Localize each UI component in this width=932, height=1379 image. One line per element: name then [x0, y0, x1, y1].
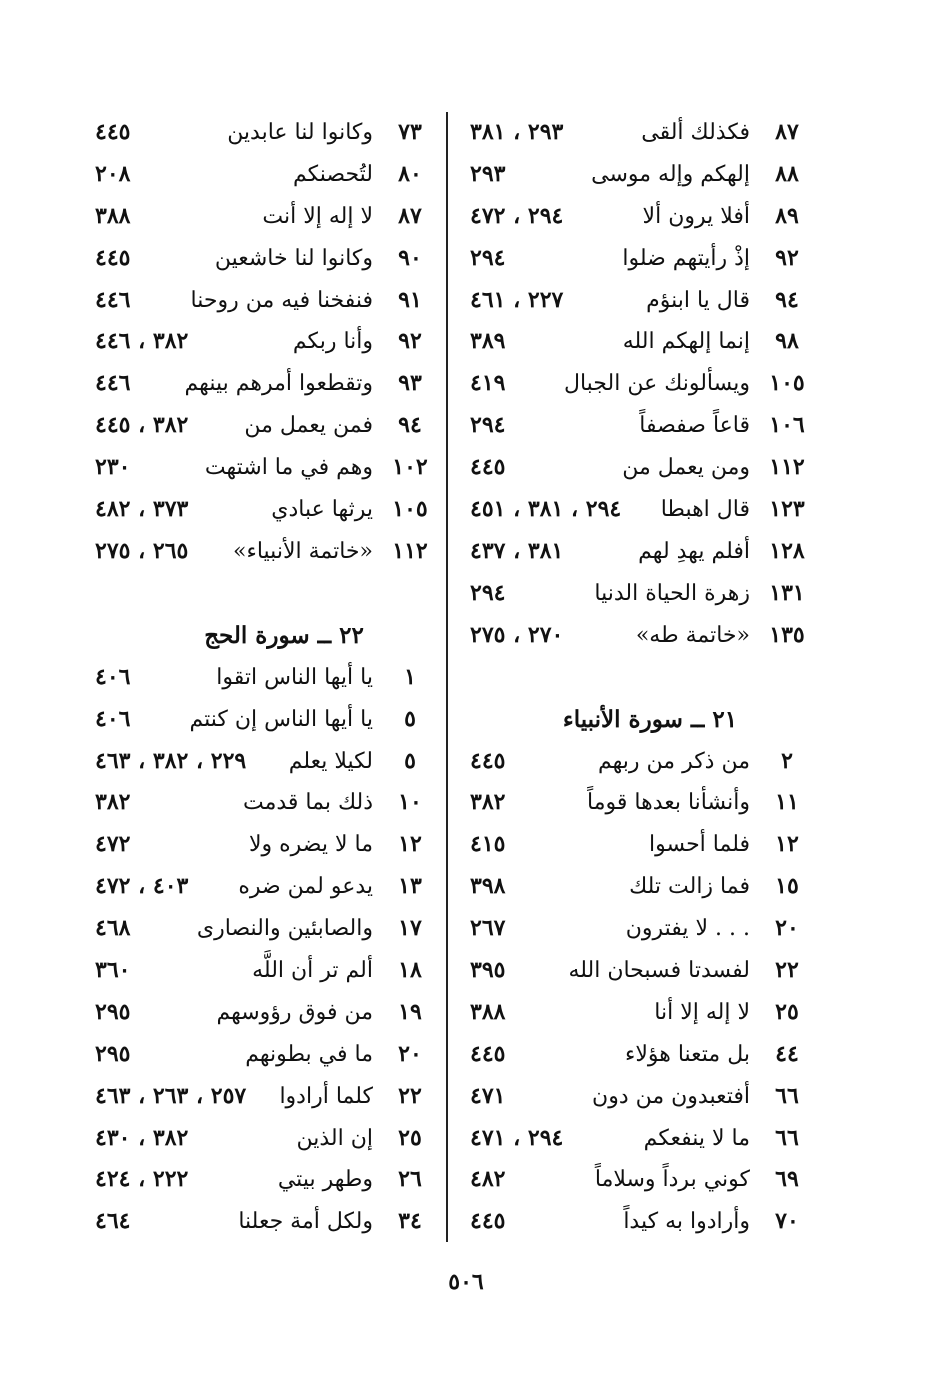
verse-number: ١٥ [775, 873, 799, 900]
verse-text: ومن يعمل من [622, 455, 750, 481]
verse-number: ٢ [781, 747, 793, 774]
verse-text: ويسألونك عن الجبال [563, 371, 750, 397]
page-refs: ٢٧٠ ، ٢٧٥ [470, 621, 564, 648]
verse-number: ١١٢ [769, 454, 805, 481]
verse-number: ١٢٨ [769, 537, 805, 564]
index-entry [95, 908, 433, 950]
verse-text: يا أيها الناس اتقوا [216, 664, 373, 690]
verse-text: إنما إلهكم الله [622, 329, 750, 355]
page-refs: ٤٧٢ [95, 831, 131, 858]
page-refs: ٣٨٨ [470, 998, 506, 1025]
verse-text: لكيلا يعلم [288, 748, 373, 774]
page-refs: ٣٨١ ، ٤٣٧ [470, 537, 564, 564]
verse-number: ١٠٦ [769, 412, 805, 439]
verse-number: ٦٩ [775, 1166, 799, 1193]
verse-number: ٢٢ [398, 1082, 422, 1109]
page-number: ٥٠٦ [448, 1269, 484, 1295]
page-refs: ٤١٩ [470, 370, 506, 397]
page-refs: ٢٠٨ [95, 160, 131, 187]
page-refs: ٢٩٥ [95, 998, 131, 1025]
page-refs: ٤٤٥ [95, 119, 131, 145]
index-entry [95, 447, 433, 489]
verse-text: ما لا ينفعكم [643, 1125, 750, 1151]
verse-text: وأرادوا به كيداً [623, 1209, 750, 1235]
verse-text: يا أيها الناس إن كنتم [189, 706, 373, 732]
verse-number: ٨٩ [775, 202, 799, 229]
verse-text: يرثها عبادي [271, 497, 373, 523]
index-entry [470, 950, 810, 992]
index-entry [95, 992, 433, 1034]
verse-number: ٩٣ [398, 370, 422, 397]
verse-number: ١٩ [398, 998, 422, 1025]
index-entry [95, 741, 433, 783]
verse-number: ٩٢ [398, 328, 422, 355]
verse-text: وكانوا لنا خاشعين [214, 245, 373, 271]
index-entry [95, 782, 433, 824]
verse-text: إلهكم وإله موسى [591, 161, 750, 187]
surah-heading-anbiya: ٢١ ــ سورة الأنبياء [562, 705, 738, 733]
verse-number: ١٣١ [769, 579, 805, 606]
index-entry [470, 363, 810, 405]
verse-text: فلما أحسوا [648, 832, 750, 858]
verse-number: ٤٤ [775, 1040, 799, 1067]
verse-number: ٢٦ [398, 1166, 422, 1193]
page-refs: ٢٢٢ ، ٤٢٤ [95, 1166, 189, 1193]
index-entry [470, 824, 810, 866]
page-refs: ٢٢٧ ، ٤٦١ [470, 286, 564, 313]
page-refs: ٣٧٣ ، ٤٨٢ [95, 496, 189, 523]
index-entry [95, 238, 433, 280]
spacer [470, 657, 810, 699]
verse-number: ١٣ [398, 873, 422, 900]
index-entry [470, 615, 810, 657]
page-refs: ٤٠٦ [95, 663, 131, 690]
index-entry [470, 1076, 810, 1118]
verse-text: وكانوا لنا عابدين [227, 120, 373, 145]
index-entry [95, 1159, 433, 1201]
verse-number: ٢٥ [398, 1124, 422, 1151]
index-entry [95, 1118, 433, 1160]
index-entry [470, 112, 810, 154]
index-entry [470, 908, 810, 950]
verse-text: كوني برداً وسلاماً [594, 1167, 750, 1193]
index-entry [95, 363, 433, 405]
page-refs: ٢٩٤ [470, 412, 506, 439]
verse-text: ذلك بما قدمت [242, 790, 373, 816]
page-refs: ٤٤٥ [470, 454, 506, 481]
verse-number: ٧٠ [775, 1208, 799, 1235]
page-refs: ٢٩٤ [470, 579, 506, 606]
spacer [95, 573, 433, 615]
verse-number: ٩٤ [398, 412, 422, 439]
page-refs: ٤٠٣ ، ٤٧٢ [95, 873, 189, 900]
page-refs: ٤٧١ [470, 1082, 506, 1109]
verse-text: «خاتمة طه» [635, 622, 750, 648]
index-entry [470, 866, 810, 908]
index-entry [95, 824, 433, 866]
verse-text: لا إله إلا أنا [654, 999, 750, 1025]
verse-text: ما لا يضره ولا [248, 832, 373, 858]
page-refs: ٣٨٢ ، ٤٤٦ [95, 328, 189, 355]
page-refs: ٣٩٥ [470, 957, 506, 984]
index-entry [95, 657, 433, 699]
verse-number: ١٧ [398, 915, 422, 942]
page-refs: ٢٩٤ ، ٣٨١ ، ٤٥١ [470, 496, 622, 523]
verse-number: ١٢٣ [769, 496, 805, 523]
index-entry [470, 1034, 810, 1076]
verse-text: وهم في ما اشتهت [204, 455, 373, 481]
index-entry [470, 489, 810, 531]
left-column [95, 112, 433, 1243]
page-refs: ٢٣٠ [95, 454, 131, 481]
verse-number: ٢٠ [775, 915, 799, 942]
page-refs: ٢٩٥ [95, 1040, 131, 1067]
page-refs: ٤٤٦ [95, 370, 131, 397]
page-refs: ٤٤٥ [470, 1208, 506, 1235]
verse-text: ولكل أمة جعلنا [238, 1209, 373, 1235]
page-refs: ٢٦٧ [470, 915, 506, 942]
verse-number: ٧٣ [398, 119, 422, 145]
verse-text: أفلم يهدِ لهم [638, 538, 750, 564]
index-entry [95, 1076, 433, 1118]
verse-text: وأنا ربكم [292, 329, 373, 355]
page-refs: ٢٢٩ ، ٣٨٢ ، ٤٦٣ [95, 747, 247, 774]
index-entry [470, 531, 810, 573]
index-entry [95, 405, 433, 447]
index-entry [470, 196, 810, 238]
index-entry [95, 321, 433, 363]
verse-text: زهرة الحياة الدنيا [594, 580, 750, 606]
verse-text: والصابئين والنصارى [196, 916, 373, 942]
verse-number: ٨٧ [398, 202, 422, 229]
index-entry [95, 154, 433, 196]
page-refs: ٣٨٢ ، ٤٤٥ [95, 412, 189, 439]
verse-text: أفتعبدون من دون [592, 1083, 750, 1109]
page-refs: ٢٩٣ ، ٣٨١ [470, 119, 564, 145]
index-entry [95, 489, 433, 531]
index-entry [470, 1201, 810, 1243]
verse-number: ١٨ [398, 957, 422, 984]
verse-number: ٣٤ [398, 1208, 422, 1235]
verse-text: لفسدتا فسبحان الله [568, 958, 750, 984]
verse-text: من فوق رؤوسهم [216, 999, 373, 1025]
verse-number: ٨٧ [775, 119, 799, 145]
verse-text: وطهر بيتي [277, 1167, 373, 1193]
verse-number: ١٢ [775, 831, 799, 858]
verse-text: «خاتمة الأنبياء» [233, 538, 373, 564]
index-entry [95, 1201, 433, 1243]
page-refs: ٤٤٥ [95, 244, 131, 271]
column-divider [446, 112, 448, 1242]
verse-text: إن الذين [296, 1125, 373, 1151]
verse-text: ما في بطونهم [245, 1041, 373, 1067]
verse-number: ١ [404, 663, 416, 690]
left-entries-top [95, 112, 433, 573]
right-entries-bottom [470, 741, 810, 1244]
index-entry [95, 280, 433, 322]
verse-number: ١٠٥ [392, 496, 428, 523]
verse-text: بل متعنا هؤلاء [624, 1041, 750, 1067]
verse-number: ٥ [404, 747, 416, 774]
page-refs: ٣٨٢ [95, 789, 131, 816]
page-refs: ٢٩٤ [470, 244, 506, 271]
page-refs: ٤٤٥ [470, 1040, 506, 1067]
index-entry [470, 741, 810, 783]
verse-text: قال اهبطا [660, 497, 750, 523]
page-refs: ٤٦٨ [95, 915, 131, 942]
verse-number: ٢٢ [775, 957, 799, 984]
index-entry [470, 782, 810, 824]
page-refs: ٤١٥ [470, 831, 506, 858]
index-entry [470, 447, 810, 489]
right-column [470, 112, 810, 1243]
verse-text: فما زالت تلك [629, 874, 750, 900]
index-entry [470, 405, 810, 447]
page-refs: ٤٤٥ [470, 747, 506, 774]
verse-text: فكذلك ألقى [641, 120, 750, 145]
page-refs: ٢٩٤ ، ٤٧٢ [470, 202, 564, 229]
index-entry [470, 1118, 810, 1160]
index-entry [470, 573, 810, 615]
verse-text: فنفخنا فيه من روحنا [190, 287, 373, 313]
verse-number: ٩٤ [775, 286, 799, 313]
surah-heading-hajj: ٢٢ ــ سورة الحج [204, 621, 364, 649]
page-refs: ٢٥٧ ، ٢٦٣ ، ٤٦٣ [95, 1082, 247, 1109]
left-entries-bottom [95, 657, 433, 1243]
page-refs: ٢٩٣ [470, 160, 506, 187]
right-entries-top [470, 112, 810, 657]
verse-number: ١١٢ [392, 537, 428, 564]
page-refs: ٣٦٠ [95, 957, 131, 984]
verse-number: ١١ [775, 789, 799, 816]
verse-number: ١٣٥ [769, 621, 805, 648]
index-entry [95, 531, 433, 573]
verse-number: ١٠ [398, 789, 422, 816]
page-refs: ٣٨٢ ، ٤٣٠ [95, 1124, 189, 1151]
verse-text: يدعو لمن ضره [238, 874, 373, 900]
verse-number: ٥ [404, 705, 416, 732]
verse-text: فمن يعمل من [244, 413, 373, 439]
page-refs: ٢٦٥ ، ٢٧٥ [95, 537, 189, 564]
page-refs: ٣٨٩ [470, 328, 506, 355]
verse-number: ٩٨ [775, 328, 799, 355]
page-refs: ٤٤٦ [95, 286, 131, 313]
page-refs: ٤٨٢ [470, 1166, 506, 1193]
page-refs: ٣٩٨ [470, 873, 506, 900]
index-entry [470, 321, 810, 363]
verse-number: ١٠٢ [392, 454, 428, 481]
verse-text: من ذكر من ربهم [598, 748, 750, 774]
index-entry [95, 196, 433, 238]
verse-number: ٨٨ [775, 160, 799, 187]
verse-number: ٦٦ [775, 1082, 799, 1109]
verse-text: . . . لا يفترون [625, 916, 750, 942]
verse-number: ١٠٥ [769, 370, 805, 397]
index-entry [95, 866, 433, 908]
verse-number: ٩١ [398, 286, 422, 313]
verse-text: إذْ رأيتهم ضلوا [622, 245, 750, 271]
index-entry [95, 1034, 433, 1076]
index-entry [470, 280, 810, 322]
verse-number: ٢٥ [775, 998, 799, 1025]
verse-text: وتقطعوا أمرهم بينهم [184, 371, 373, 397]
verse-number: ٨٠ [398, 160, 422, 187]
verse-number: ٦٦ [775, 1124, 799, 1151]
index-entry [470, 154, 810, 196]
page-refs: ٤٦٤ [95, 1208, 131, 1235]
index-entry [470, 992, 810, 1034]
index-entry [470, 238, 810, 280]
verse-text: قال يا ابنؤم [646, 287, 750, 313]
verse-text: وأنشأنا بعدها قوماً [587, 790, 750, 816]
verse-number: ٩٠ [398, 244, 422, 271]
verse-text: لا إله إلا أنت [262, 203, 373, 229]
index-entry [470, 1159, 810, 1201]
index-entry [95, 950, 433, 992]
verse-text: كلما أرادوا [279, 1083, 373, 1109]
verse-text: قاعاً صفصفاً [639, 413, 750, 439]
verse-text: لتُحصنكم [292, 161, 373, 187]
page-refs: ٢٩٤ ، ٤٧١ [470, 1124, 564, 1151]
verse-text: ألم تر أن اللَّه [252, 958, 373, 984]
index-entry [95, 699, 433, 741]
index-entry [95, 112, 433, 154]
page-refs: ٣٨٢ [470, 789, 506, 816]
verse-number: ٩٢ [775, 244, 799, 271]
page-refs: ٤٠٦ [95, 705, 131, 732]
verse-number: ١٢ [398, 831, 422, 858]
verse-number: ٢٠ [398, 1040, 422, 1067]
verse-text: أفلا يرون ألا [642, 203, 750, 229]
page-refs: ٣٨٨ [95, 202, 131, 229]
